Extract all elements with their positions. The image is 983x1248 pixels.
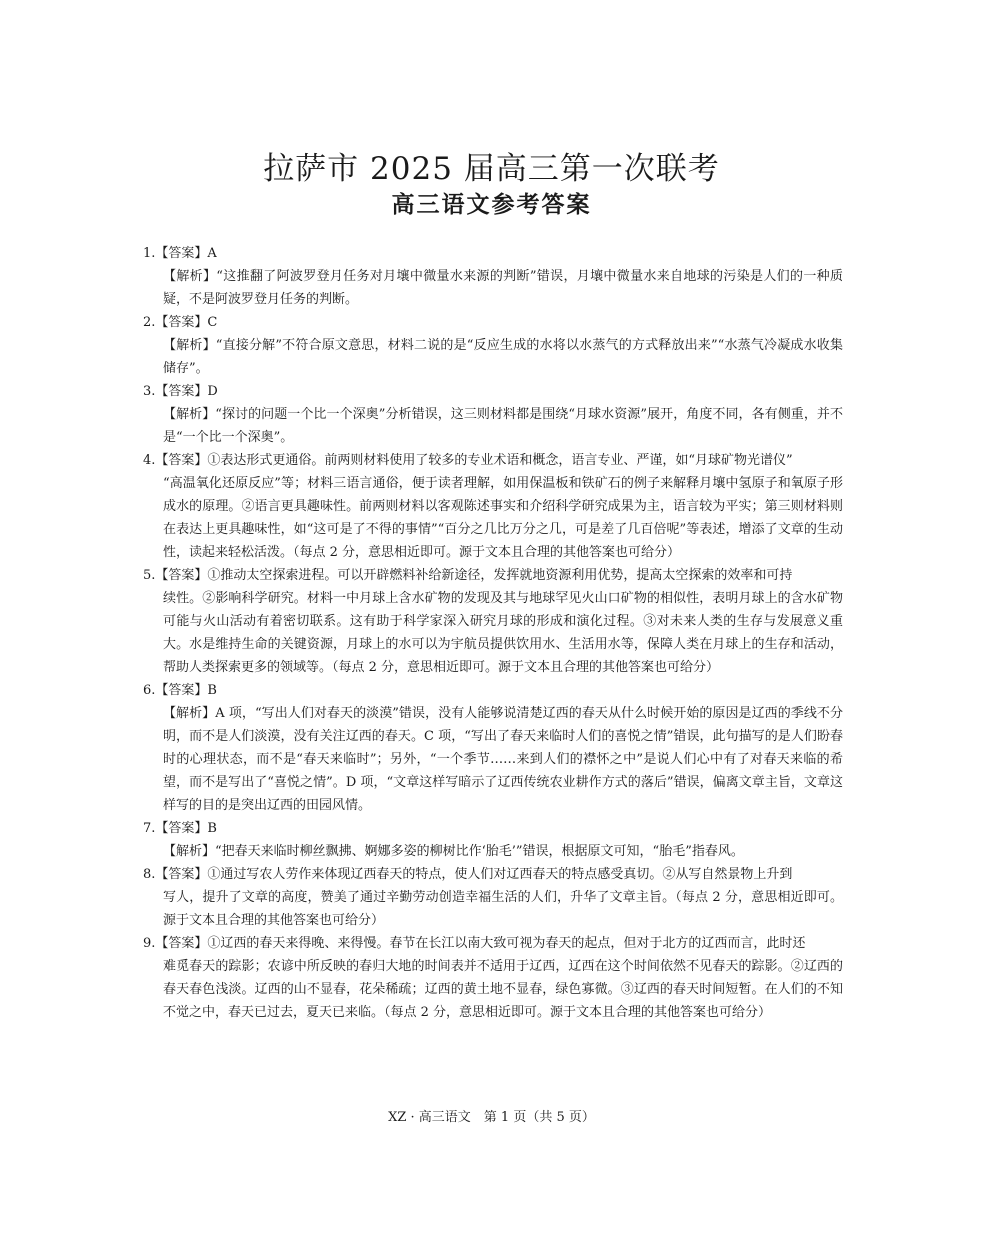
- question-2: [143, 311, 843, 380]
- question-9: [143, 932, 843, 1024]
- question-2-explanation: 【解析】“直接分解”不符合原文意思，材料二说的是“反应生成的水将以水蒸气的方式释放出来”“水蒸气冷凝成水收集储存”。: [163, 338, 843, 376]
- question-6-answer: 6.【答案】B: [143, 683, 217, 698]
- question-6-explanation: 【解析】A 项，“写出人们对春天的淡漠”错误，没有人能够说清楚辽西的春天从什么时候开始的原因是辽西的季线不分明，而不是人们淡漠，没有关注辽西的春天。C 项，“写出了春天来临时人们的喜悦之情”错误，此句描写的是人们盼春时的心理状态，而不是“春天来临时”；另外，“一个季节……来到人们的襟怀之中”是说人们心中有了对春天来临的希望，而不是写出了“喜悦之情”。D 项，“文章这样写暗示了辽西传统农业耕作方式的落后”错误，偏离文章主旨，文章这样写的目的是突出辽西的田园风情。: [163, 706, 843, 813]
- question-3-answer: 3.【答案】D: [143, 384, 218, 399]
- question-4-explanation: “高温氧化还原反应”等；材料三语言通俗，便于读者理解，如用保温板和铁矿石的例子来解释月壤中氢原子和氧原子形成水的原理。②语言更具趣味性。前两则材料以客观陈述事实和介绍科学研究成果为主，语言较为平实；第三则材料则在表达上更具趣味性，如“这可是了不得的事情”“百分之几比万分之几，可是差了几百倍呢”等表述，增添了文章的生动性，读起来轻松活泼。（每点 2 分，意思相近即可。源于文本且合理的其他答案也可给分）: [163, 476, 843, 560]
- question-3-explanation: 【解析】“探讨的问题一个比一个深奥”分析错误，这三则材料都是围绕“月球水资源”展开，角度不同，各有侧重，并不是“一个比一个深奥”。: [163, 407, 843, 445]
- page-title: 拉萨市 2025 届高三第一次联考: [263, 151, 720, 187]
- question-8-explanation: 写人，提升了文章的高度，赞美了通过辛勤劳动创造幸福生活的人们，升华了文章主旨。（每点 2 分，意思相近即可。源于文本且合理的其他答案也可给分）: [163, 890, 843, 928]
- question-1: [143, 242, 843, 311]
- question-5-explanation: 续性。②影响科学研究。材料一中月球上含水矿物的发现及其与地球罕见火山口矿物的相似性，表明月球上的含水矿物可能与火山活动有着密切联系。这有助于科学家深入研究月球的形成和演化过程。③对未来人类的生存与发展意义重大。水是维持生命的关键资源，月球上的水可以为宇航员提供饮用水、生活用水等，保障人类在月球上的生存和活动，帮助人类探索更多的领域等。（每点 2 分，意思相近即可。源于文本且合理的其他答案也可给分）: [163, 591, 843, 675]
- question-5-answer: 5.【答案】①推动太空探索进程。可以开辟燃料补给新途径，发挥就地资源利用优势，提高太空探索的效率和可持: [143, 568, 793, 583]
- question-5: [143, 564, 843, 679]
- page-footer: XZ · 高三语文 第 1 页（共 5 页）: [388, 1110, 595, 1125]
- question-2-answer: 2.【答案】C: [143, 315, 218, 330]
- question-7: [143, 817, 843, 863]
- question-8: [143, 863, 843, 932]
- question-8-answer: 8.【答案】①通过写农人劳作来体现辽西春天的特点，使人们对辽西春天的特点感受真切。②从写自然景物上升到: [143, 867, 793, 882]
- page-subtitle: 高三语文参考答案: [391, 192, 592, 218]
- question-1-explanation: 【解析】“这推翻了阿波罗登月任务对月壤中微量水来源的判断”错误，月壤中微量水来自地球的污染是人们的一种质疑，不是阿波罗登月任务的判断。: [163, 269, 843, 307]
- question-7-answer: 7.【答案】B: [143, 821, 217, 836]
- answer-list: [143, 242, 843, 1024]
- question-9-explanation: 难觅春天的踪影；农谚中所反映的春归大地的时间表并不适用于辽西，辽西在这个时间依然不见春天的踪影。②辽西的春天春色浅淡。辽西的山不显春，花朵稀疏；辽西的黄土地不显春，绿色寡微。③辽西的春天时间短暂。在人们的不知不觉之中，春天已过去，夏天已来临。（每点 2 分，意思相近即可。源于文本且合理的其他答案也可给分）: [163, 959, 843, 1020]
- question-3: [143, 380, 843, 449]
- question-6: [143, 679, 843, 817]
- question-9-answer: 9.【答案】①辽西的春天来得晚、来得慢。春节在长江以南大致可视为春天的起点，但对于北方的辽西而言，此时还: [143, 936, 806, 951]
- question-7-explanation: 【解析】“把春天来临时柳丝飘拂、婀娜多姿的柳树比作‘胎毛’”错误，根据原文可知，“胎毛”指春风。: [163, 844, 744, 859]
- question-4-answer: 4.【答案】①表达形式更通俗。前两则材料使用了较多的专业术语和概念，语言专业、严谨，如“月球矿物光谱仪”: [143, 453, 793, 468]
- question-1-answer: 1.【答案】A: [143, 246, 217, 261]
- question-4: [143, 449, 843, 564]
